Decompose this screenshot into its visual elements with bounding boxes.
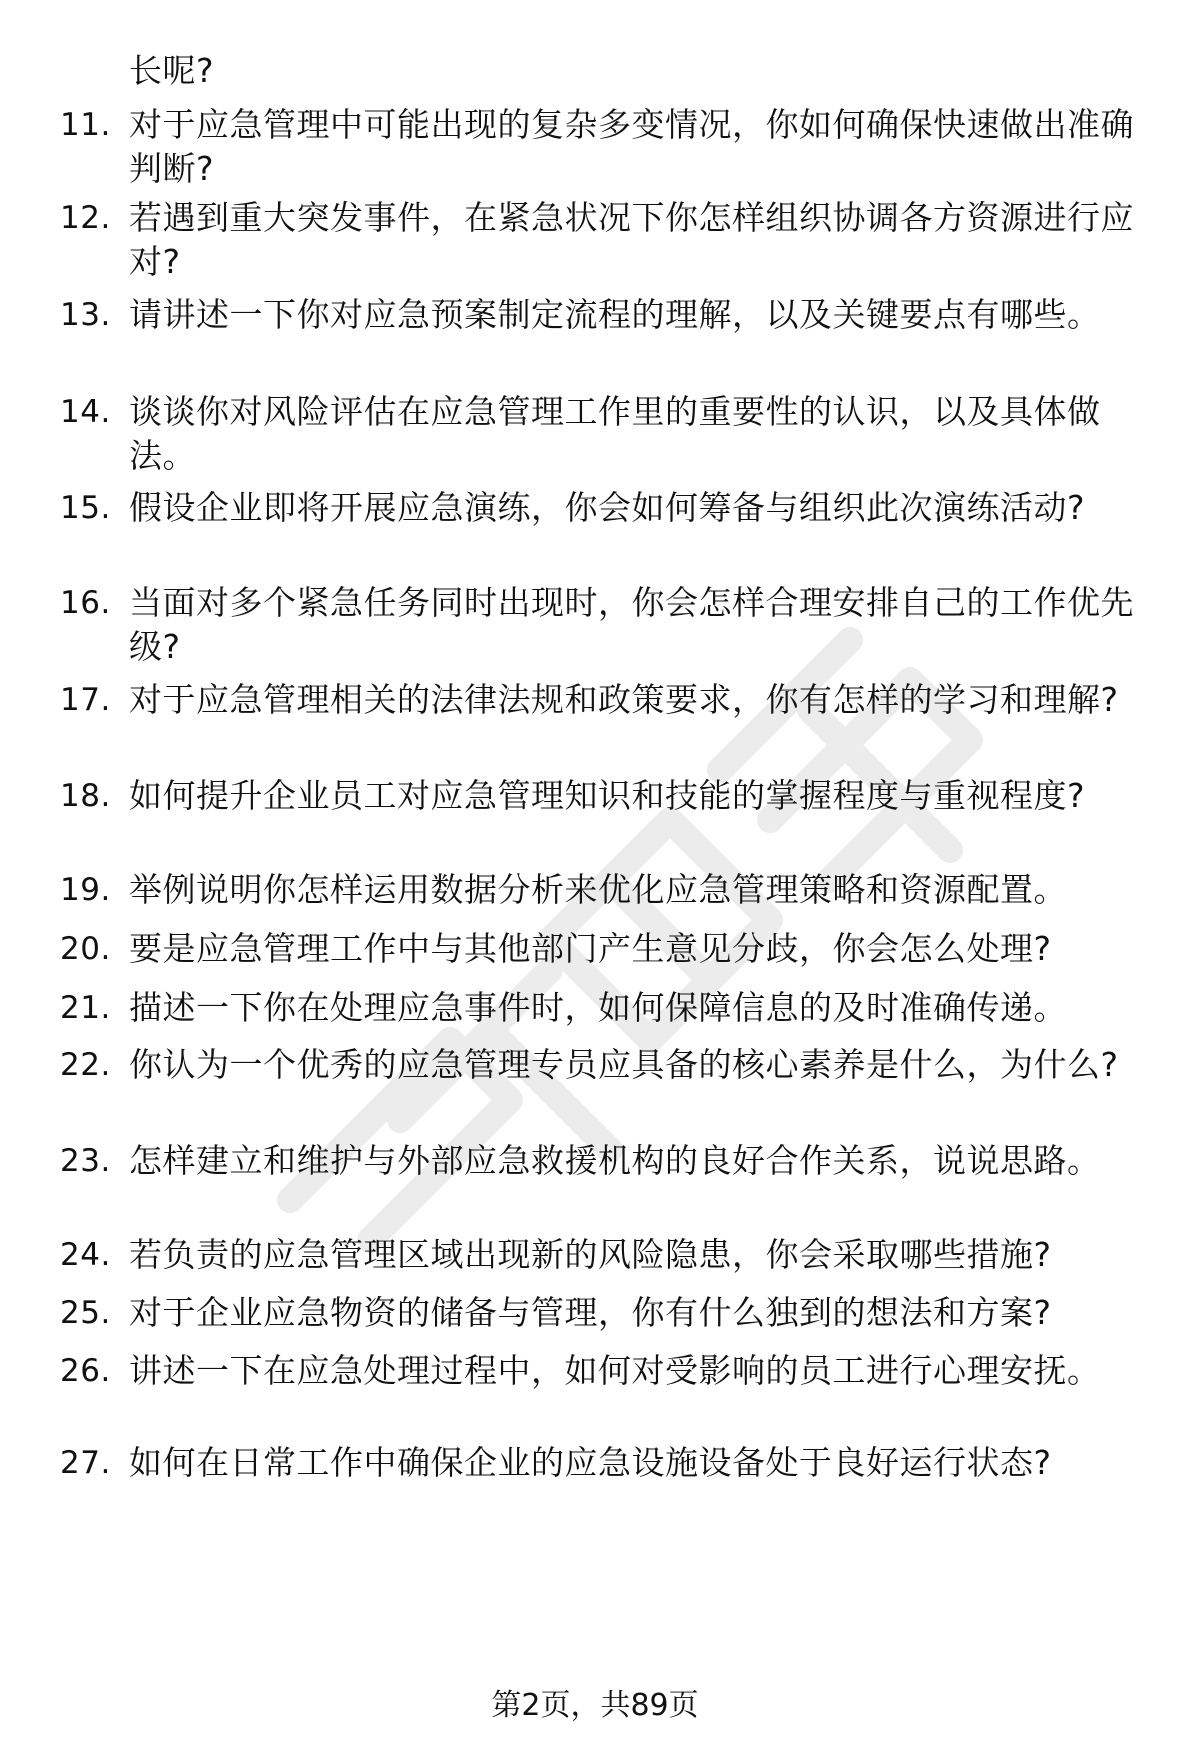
question-text: 对于应急管理相关的法律法规和政策要求，你有怎样的学习和理解? — [129, 680, 1119, 719]
question-text: 要是应急管理工作中与其他部门产生意见分歧，你会怎么处理? — [129, 929, 1052, 968]
question-text: 请讲述一下你对应急预案制定流程的理解，以及关键要点有哪些。 — [129, 295, 1101, 334]
question-text: 讲述一下在应急处理过程中，如何对受影响的员工进行心理安抚。 — [129, 1351, 1101, 1390]
question-text: 当面对多个紧急任务同时出现时，你会怎样合理安排自己的工作优先级? — [129, 583, 1134, 666]
question-number: 23. — [60, 1143, 111, 1179]
question-text: 长呢? — [129, 51, 215, 90]
question-number: 15. — [60, 490, 111, 526]
question-text: 若负责的应急管理区域出现新的风险隐患，你会采取哪些措施? — [129, 1235, 1052, 1274]
question-text: 若遇到重大突发事件，在紧急状况下你怎样组织协调各方资源进行应对? — [129, 198, 1134, 281]
question-text: 描述一下你在处理应急事件时，如何保障信息的及时准确传递。 — [129, 988, 1067, 1027]
question-text: 举例说明你怎样运用数据分析来优化应急管理策略和资源配置。 — [129, 870, 1067, 909]
question-number: 22. — [60, 1047, 111, 1083]
question-text: 如何提升企业员工对应急管理知识和技能的掌握程度与重视程度? — [129, 776, 1086, 815]
question-number: 14. — [60, 394, 111, 430]
question-number: 24. — [60, 1237, 111, 1273]
question-text: 谈谈你对风险评估在应急管理工作里的重要性的认识，以及具体做法。 — [129, 392, 1101, 475]
question-number: 18. — [60, 778, 111, 814]
question-number: 19. — [60, 872, 111, 908]
question-text: 如何在日常工作中确保企业的应急设施设备处于良好运行状态? — [129, 1443, 1052, 1482]
page-number-footer: 第2页，共89页 — [491, 1688, 699, 1723]
question-number: 16. — [60, 585, 111, 621]
question-number: 13. — [60, 297, 111, 333]
question-text: 对于应急管理中可能出现的复杂多变情况，你如何确保快速做出准确判断? — [129, 105, 1134, 188]
question-number: 25. — [60, 1295, 111, 1331]
question-text: 假设企业即将开展应急演练，你会如何筹备与组织此次演练活动? — [129, 488, 1086, 527]
question-text: 怎样建立和维护与外部应急救援机构的良好合作关系，说说思路。 — [129, 1141, 1101, 1180]
question-number: 17. — [60, 682, 111, 718]
question-text: 对于企业应急物资的储备与管理，你有什么独到的想法和方案? — [129, 1293, 1052, 1332]
question-number: 11. — [60, 107, 111, 143]
question-number: 20. — [60, 931, 111, 967]
question-text: 你认为一个优秀的应急管理专员应具备的核心素养是什么，为什么? — [129, 1045, 1119, 1084]
question-number: 27. — [60, 1445, 111, 1481]
question-number: 26. — [60, 1353, 111, 1389]
question-number: 12. — [60, 200, 111, 236]
question-number: 21. — [60, 990, 111, 1026]
